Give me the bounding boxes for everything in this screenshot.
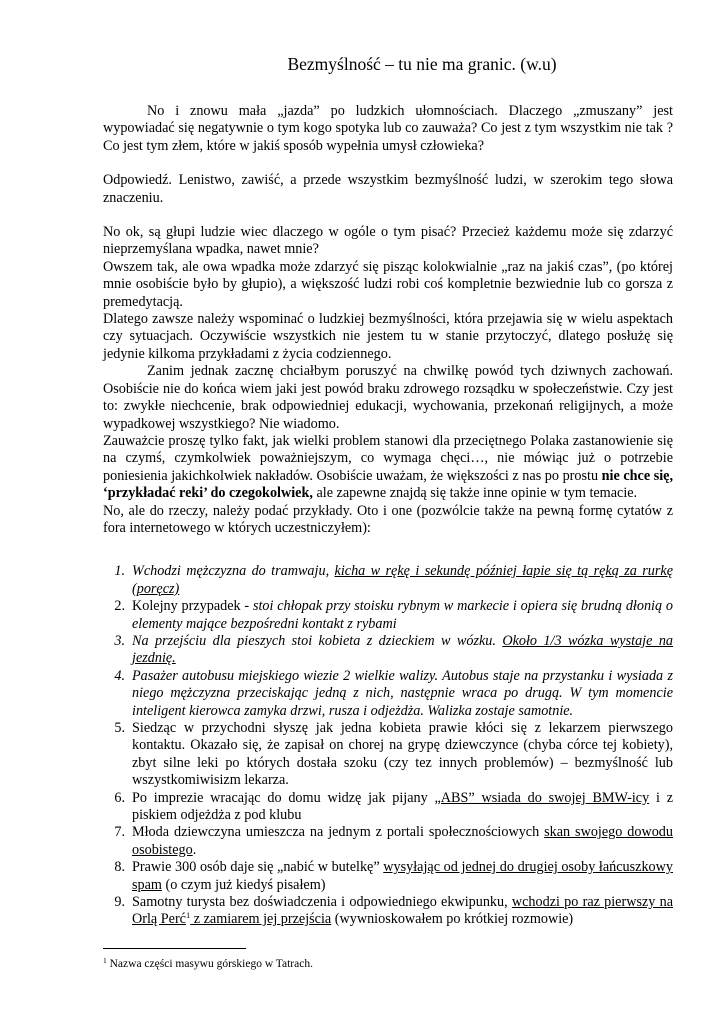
document-body (103, 103, 673, 929)
list-item: 6. Po imprezie wracając do domu widzę jak pijany „ABS” wsiada do swojej BMW-icy i z piskiem odjeżdża z pod klubu (114, 789, 674, 824)
list-item: 1. Wchodzi mężczyzna do tramwaju, kicha w rękę i sekundę później łapie się tą ręką za rurkę (poręcz) (114, 563, 673, 597)
paragraph-why: Dlatego zawsze należy wspominać o ludzkiej bezmyślności, która przejawia się w wielu aspektach czy sytuacjach. Oczywiście wszystkich nie jestem tu w stanie przytoczyć, dlatego posłużę się jedynie kilkoma przykładami z życia codziennego. (103, 311, 673, 362)
list-item: 8. Prawie 300 osób daje się „nabić w butelkę” wysyłając od jednej do drugiej osoby łańcuszkowy spam (o czym już kiedyś pisałem) (114, 859, 673, 893)
footnote-divider (103, 948, 246, 949)
paragraph-intro: No i znowu mała „jazda” po ludzkich ułomnościach. Dlaczego „zmuszany” jest wypowiadać się negatywnie o tym kogo spotyka lub co zauważa? Co jest z tym wszystkim nie tak ? Co jest tym złem, które w jakiś sposób wypełnia umysł człowieka? (103, 103, 673, 154)
paragraph-examples-intro: No, ale do rzeczy, należy podać przykłady. Oto i one (pozwólcie także na pewną formę cytatów z fora internetowego w których uczestniczyłem): (103, 502, 673, 536)
footnote: $^1$ Nazwa części masywu górskiego w Tatrach. (103, 956, 313, 970)
list-item: 3. Na przejściu dla pieszych stoi kobieta z dzieckiem w wózku. Około 1/3 wózka wystaje na jezdnię. (114, 632, 674, 667)
paragraph-reason: Zanim jednak zacznę chciałbym poruszyć na chwilkę powód tych dziwnych zachowań. Osobiście nie do końca wiem jaki jest powód braku zdrowego rozsądku w społeczeństwie. Czy jest to: zwykłe niechcenie, brak odpowiedniej edukacji, wychowania, przekonań religijnych, a może wypadkowej wszystkiego? Nie wiadomo. (103, 363, 673, 432)
list-item: 4. Pasażer autobusu miejskiego wiezie 2 wielkie walizy. Autobus staje na przystanku i wysiada z niego mężczyzna przeciskając jedną z nich, następnie wraca po drugą. W tym momencie inteligent kierowca zamyka drzwi, rusza i odjeżdża. Walizka zostaje samotnie. (114, 667, 673, 719)
list-item: 7. Młoda dziewczyna umieszcza na jednym z portali społecznościowych skan swojego dowodu osobistego. (114, 824, 673, 858)
footnote-ref[interactable]: 1 (185, 910, 191, 921)
paragraph-answer: Odpowiedź. Lenistwo, zawiść, a przede wszystkim bezmyślność ludzi, w szerokim tego słowa znaczeniu. (103, 172, 673, 206)
examples-list (103, 563, 673, 929)
page-title: Bezmyślność – tu nie ma granic. (w.u) (287, 54, 557, 74)
list-item: 9. Samotny turysta bez doświadczenia i odpowiedniego ekwipunku, wchodzi po raz pierwszy na Orlą Perć$^1$ z zamiarem jej przejścia (wywnioskowałem po krótkiej rozmowie) (114, 894, 673, 928)
list-item: 5. Siedząc w przychodni słyszę jak jedna kobieta prawie kłóci się z lekarzem pierwszego kontaktu. Okazało się, że zapisał on chorej na grypę dziewczynce (chyba córce tej kobiety), zbyt silne leki po których dostała szoku (czy tez innych problemów) – bezmyślność lub wszystkomiwisizm lekarza. (114, 720, 673, 789)
paragraph-mistake: Owszem tak, ale owa wpadka może zdarzyć się pisząc kolokwialnie „raz na jakiś czas”, (po której mnie osobiście było by głupio), a większość ludzi robi coś kompletnie bezwiednie lub co gorsza z premedytacją. (103, 258, 673, 310)
paragraph-question: No ok, są głupi ludzie wiec dlaczego w ogóle o tym pisać? Przecież każdemu może się zdarzyć nieprzemyślana wpadka, nawet mnie? (103, 224, 673, 258)
list-item: 2. Kolejny przypadek - stoi chłopak przy stoisku rybnym w markecie i opiera się brudną dłonią o elementy mające bezpośredni kontakt z rybami (114, 598, 673, 632)
paragraph-opinion: Zauważcie proszę tylko fakt, jak wielki problem stanowi dla przeciętnego Polaka zastanowienie się na czymś, czymkolwiek poważniejszym, co wymaga chęci…, nie mówiąc już o potrzebie poniesienia jakichkolwiek nakładów. Osobiście uważam, że większości z nas po prostu nie chce się, ‘przykładać reki’ do czegokolwiek, ale zapewne znajdą się także inne opinie w tym temacie. (103, 432, 674, 502)
bold-phrase: nie chce się, ‘przykładać reki’ do czegokolwiek, (103, 467, 674, 502)
